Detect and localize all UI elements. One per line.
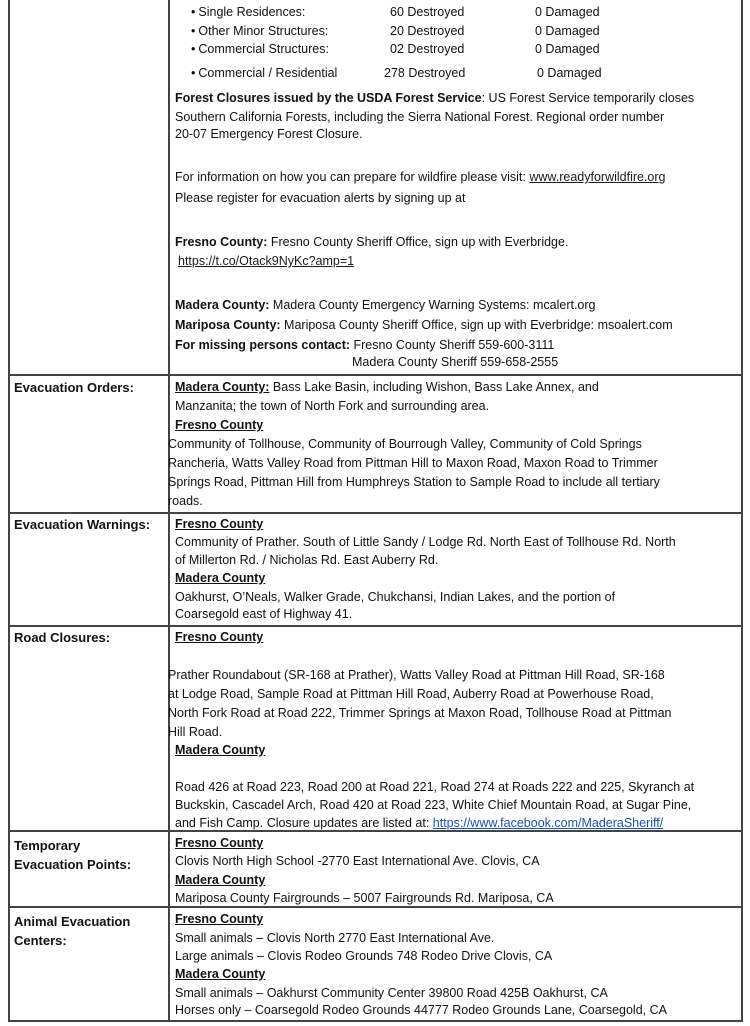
- animal-madera-heading: Madera County: [175, 967, 266, 981]
- missing-persons-fresno: Fresno County Sheriff 559-600-3111: [350, 338, 555, 352]
- fresno-alert-text: Fresno County Sheriff Office, sign up with Everbridge.: [267, 235, 569, 249]
- forest-closure-line3: 20-07 Emergency Forest Closure.: [175, 127, 363, 141]
- temp-fresno-heading: Fresno County: [175, 836, 264, 850]
- forest-closure-line: [175, 89, 694, 108]
- everbridge-link[interactable]: https://t.co/Otack9NyKc?amp=1: [178, 254, 355, 268]
- mariposa-alert-heading: Mariposa County:: [175, 318, 281, 332]
- roads-fresno-line: Hill Road.: [168, 725, 223, 739]
- warnings-fresno-line: of Millerton Rd. / Nicholas Rd. East Auberry Rd.: [175, 553, 439, 567]
- fresno-alert-line: [175, 233, 568, 252]
- temporary-evacuation-points-label: [14, 836, 131, 874]
- roads-madera-line: Road 426 at Road 223, Road 200 at Road 221, Road 274 at Roads 222 and 225, Skyranch at: [175, 780, 695, 794]
- stat-label: • Single Residences:: [191, 3, 305, 22]
- orders-fresno-line: Rancheria, Watts Valley Road from Pittman Hill to Maxon Road, Maxon Road to Trimmer: [168, 456, 658, 470]
- warnings-fresno-heading: Fresno County: [175, 517, 264, 531]
- temp-label-line2: Evacuation Points:: [14, 857, 132, 872]
- warnings-fresno-line: Community of Prather. South of Little Sandy / Lodge Rd. North East of Tollhouse Rd. North: [175, 535, 676, 549]
- mariposa-alert-line: [175, 316, 673, 335]
- animal-fresno-line: Small animals – Clovis North 2770 East International Ave.: [175, 931, 495, 945]
- madera-alert-line: [175, 296, 596, 315]
- animal-madera-line: Horses only – Coarsegold Rodeo Grounds 44777 Rodeo Grounds Lane, Coarsegold, CA: [175, 1003, 667, 1017]
- warnings-madera-line: Coarsegold east of Highway 41.: [175, 607, 353, 621]
- stat-damaged: 0 Damaged: [537, 66, 602, 80]
- orders-fresno-line: roads.: [168, 494, 203, 508]
- animal-label-line1: Animal Evacuation: [14, 914, 131, 929]
- missing-persons-madera: Madera County Sheriff 559-658-2555: [352, 355, 559, 369]
- stat-damaged: 0 Damaged: [535, 24, 600, 38]
- evacuation-warnings-label: Evacuation Warnings:: [14, 517, 151, 532]
- stat-destroyed: 20 Destroyed: [390, 24, 465, 38]
- table-bottom-border: [8, 1020, 742, 1022]
- table-left-border: [8, 0, 10, 1022]
- stat-label: • Commercial Structures:: [191, 40, 329, 59]
- evacuation-orders-label: Evacuation Orders:: [14, 380, 134, 395]
- forest-closure-line2: Southern California Forests, including the Sierra National Forest. Regional order number: [175, 110, 665, 124]
- orders-madera-line1: [175, 378, 599, 397]
- stat-damaged: 0 Damaged: [535, 42, 600, 56]
- animal-evacuation-centers-label: [14, 912, 130, 950]
- warnings-madera-line: Oakhurst, O’Neals, Walker Grade, Chukchansi, Indian Lakes, and the portion of: [175, 590, 616, 604]
- roads-fresno-heading: Fresno County: [175, 630, 264, 644]
- orders-fresno-line: Springs Road, Pittman Hill from Humphreys Station to Sample Road to include all tertiary: [168, 475, 660, 489]
- row-divider: [8, 512, 742, 514]
- animal-fresno-heading: Fresno County: [175, 912, 264, 926]
- temp-label-line1: Temporary: [14, 838, 81, 853]
- stat-destroyed: 278 Destroyed: [384, 66, 466, 80]
- row-divider: [8, 374, 742, 376]
- roads-fresno-line: at Lodge Road, Sample Road at Pittman Hill Road, Auberry Road at Powerhouse Road,: [168, 687, 654, 701]
- temp-madera-heading: Madera County: [175, 873, 266, 887]
- roads-madera-last-line: [175, 814, 663, 833]
- roads-madera-line: Buckskin, Cascadel Arch, Road 420 at Road 223, White Chief Mountain Road, at Sugar Pine,: [175, 798, 692, 812]
- stat-damaged: 0 Damaged: [535, 5, 600, 19]
- warnings-madera-heading: Madera County: [175, 571, 266, 585]
- road-closures-label: Road Closures:: [14, 630, 111, 645]
- roads-madera-last-text: and Fish Camp. Closure updates are listed at:: [175, 816, 433, 830]
- mariposa-alert-text: Mariposa County Sheriff Office, sign up with Everbridge: msoalert.com: [280, 318, 673, 332]
- madera-alert-text: Madera County Emergency Warning Systems: mcalert.org: [269, 298, 596, 312]
- stat-label: • Commercial / Residential: [191, 64, 337, 83]
- temp-madera-line: Mariposa County Fairgrounds – 5007 Fairgrounds Rd. Mariposa, CA: [175, 891, 554, 905]
- info-table: [8, 0, 742, 1022]
- animal-madera-line: Small animals – Oakhurst Community Center 39800 Road 425B Oakhurst, CA: [175, 986, 608, 1000]
- orders-fresno-heading: Fresno County: [175, 418, 264, 432]
- orders-madera-line2: Manzanita; the town of North Fork and surrounding area.: [175, 399, 490, 413]
- readyforwildfire-link[interactable]: www.readyforwildfire.org: [529, 170, 666, 184]
- table-right-border: [741, 0, 743, 1022]
- forest-closure-heading: Forest Closures issued by the USDA Forest Service: [175, 91, 482, 105]
- animal-fresno-line: Large animals – Clovis Rodeo Grounds 748 Rodeo Drive Clovis, CA: [175, 949, 553, 963]
- temp-fresno-line: Clovis North High School -2770 East International Ave. Clovis, CA: [175, 854, 540, 868]
- orders-madera-text: Bass Lake Basin, including Wishon, Bass Lake Annex, and: [269, 380, 599, 394]
- stat-destroyed: 02 Destroyed: [390, 42, 465, 56]
- register-text: Please register for evacuation alerts by signing up at: [175, 191, 466, 205]
- stat-destroyed: 60 Destroyed: [390, 5, 465, 19]
- roads-fresno-line: Prather Roundabout (SR-168 at Prather), Watts Valley Road at Pittman Hill Road, SR-168: [168, 668, 665, 682]
- madera-sheriff-facebook-link[interactable]: https://www.facebook.com/MaderaSheriff/: [432, 816, 664, 830]
- forest-closure-text: : US Forest Service temporarily closes: [481, 91, 695, 105]
- table-column-divider: [168, 0, 170, 1022]
- fresno-alert-heading: Fresno County:: [175, 235, 268, 249]
- prepare-text: For information on how you can prepare for wildfire please visit:: [175, 170, 530, 184]
- stat-label: • Other Minor Structures:: [191, 22, 328, 41]
- orders-madera-heading: Madera County:: [175, 380, 270, 394]
- animal-label-line2: Centers:: [14, 933, 67, 948]
- orders-fresno-line: Community of Tollhouse, Community of Bourrough Valley, Community of Cold Springs: [168, 437, 642, 451]
- row-divider: [8, 625, 742, 627]
- roads-madera-heading: Madera County: [175, 743, 266, 757]
- prepare-line: [175, 168, 666, 187]
- roads-fresno-line: North Fork Road at Road 222, Trimmer Springs at Maxon Road, Tollhouse Road at Pittman: [168, 706, 672, 720]
- missing-persons-heading: For missing persons contact:: [175, 338, 351, 352]
- madera-alert-heading: Madera County:: [175, 298, 270, 312]
